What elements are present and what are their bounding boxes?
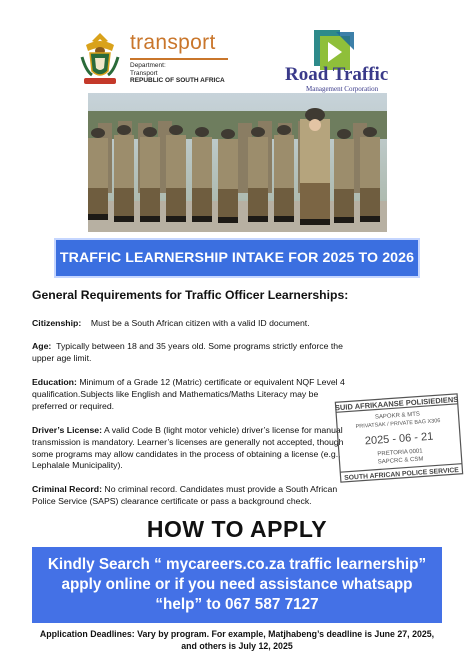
deadline-line-2: and others is July 12, 2025 xyxy=(181,640,293,651)
stamp-line-2: SAPOKR & MTS xyxy=(374,411,421,421)
stamp-line-3: PRIVATSAK / PRIVATE BAG X306 xyxy=(355,418,441,430)
application-deadline xyxy=(20,629,454,652)
how-to-apply-heading: HOW TO APPLY xyxy=(146,516,328,542)
apply-line-1: Kindly Search “ mycareers.co.za traffic learnership” xyxy=(47,556,427,573)
apply-instructions-box xyxy=(32,547,442,623)
age-requirement xyxy=(32,341,350,365)
stamp-line-5: PRETORIA 0001 xyxy=(377,448,423,458)
license-text: A valid Code B (light motor vehicle) driver’s license for manual transmission is mandatory. Learner’s licenses are generally not accepted, though some programs may allow candidates in the process of obtaining a license (e.g., Lephalale Municipality). xyxy=(32,425,344,471)
rtmc-subtitle: Management Corporation xyxy=(306,85,379,93)
criminal-label: Criminal Record: xyxy=(32,484,102,494)
rtmc-name: Road Traffic xyxy=(285,64,389,85)
stamp-top: SUID AFRIKAANSE POLISIEDIENS xyxy=(334,394,459,413)
apply-line-3: “help” to 067 587 7127 xyxy=(155,596,319,613)
citizenship-text: Must be a South African citizen with a valid ID document. xyxy=(90,318,310,328)
apply-line-2: apply online or if you need assistance whatsapp xyxy=(61,576,413,593)
criminal-text: No criminal record. Candidates must provide a South African Police Service (SAPS) clearance certificate or pass a background check. xyxy=(32,484,338,506)
dept-line-3: REPUBLIC OF SOUTH AFRICA xyxy=(130,77,225,84)
transport-divider xyxy=(130,58,228,60)
age-label: Age: xyxy=(32,341,52,351)
education-text: Minimum of a Grade 12 (Matric) certificate or equivalent NQF Level 4 qualification.Subjects like English and Mathematics/Maths Literacy may be preferred or required. xyxy=(32,377,345,411)
requirements-heading: General Requirements for Traffic Officer Learnerships: xyxy=(32,288,349,302)
education-label: Education: xyxy=(32,377,77,387)
police-stamp xyxy=(334,392,464,484)
traffic-officers-photo xyxy=(88,93,387,232)
citizenship-requirement xyxy=(32,318,350,330)
coat-of-arms-logo xyxy=(78,31,122,87)
license-label: Driver’s License: xyxy=(32,425,103,435)
criminal-record-requirement xyxy=(32,484,362,508)
department-text xyxy=(130,62,225,85)
dept-line-1: Department: xyxy=(130,62,166,69)
banner-title: TRAFFIC LEARNERSHIP INTAKE FOR 2025 TO 2026 xyxy=(59,250,415,266)
age-text: Typically between 18 and 35 years old. Some programs strictly enforce the upper age limit. xyxy=(32,341,343,363)
title-banner xyxy=(54,238,420,278)
license-requirement xyxy=(32,425,362,472)
deadline-line-1: Application Deadlines: Vary by program. For example, Matjhabeng’s deadline is June 27, 2025, xyxy=(39,629,435,639)
transport-wordmark: transport xyxy=(130,31,216,54)
stamp-bottom: SOUTH AFRICAN POLICE SERVICE xyxy=(344,466,460,482)
stamp-line-6: SAPCRC & CSM xyxy=(377,456,424,466)
citizenship-label: Citizenship: xyxy=(32,318,82,328)
dept-line-2: Transport xyxy=(130,69,158,77)
education-requirement xyxy=(32,377,350,412)
stamp-date: 2025 - 06 - 21 xyxy=(364,430,434,448)
